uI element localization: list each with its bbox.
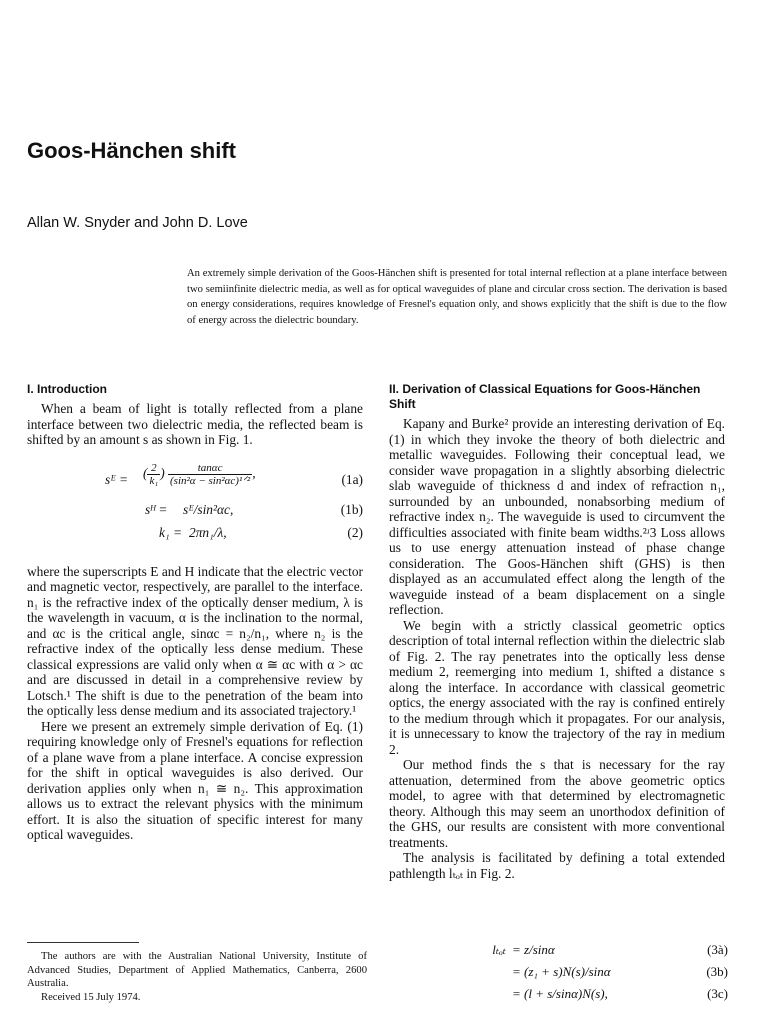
eq1a-denominator: (sin²α − sin²αc)¹ᐟ² xyxy=(170,474,251,487)
eq1a-coef-top: 2 xyxy=(147,462,160,475)
footnote-divider xyxy=(27,942,139,943)
footnote-affiliation: The authors are with the Australian National University, Institute of Advanced Studies, Department of Applied Mathematics, Canberra, 2600 Australia. xyxy=(27,951,367,989)
right-column xyxy=(389,382,725,881)
eq2-number: (2) xyxy=(347,524,363,540)
equation-1b xyxy=(27,502,363,524)
eq1b-number: (1b) xyxy=(340,501,363,517)
paragraph: The analysis is facilitated by defining a total extended pathlength lₜₒₜ in Fig. 2. xyxy=(389,850,725,881)
eq3a-lhs: lₜₒₜ xyxy=(492,942,506,957)
equation-3c xyxy=(470,986,728,1008)
equation-3a xyxy=(470,942,728,964)
eq3b-number: (3b) xyxy=(706,964,728,979)
equation-2 xyxy=(27,525,363,547)
paragraph: where the superscripts E and H indicate that the electric vector and magnetic vector, respectively, are parallel to the interface. n₁ is the refractive index of the optically denser medium, λ is the wavelength in vacuum, α is the inclination to the normal, and αc is the critical angle, sinαc = n₂/n₁, where n₂ is the refractive index of the optically less dense medium. These classical expressions are valid only when α ≅ αc with α > αc and are discussed in detail in a comprehensive review by Lotsch.¹ The shift is due to the penetration of the beam into the optically less dense medium and its associated trajectory.¹ xyxy=(27,563,363,718)
eq3a-rhs: = z/sinα xyxy=(512,942,555,957)
paragraph: Our method finds the s that is necessary for the ray attenuation, determined from the above geometric optics model, to agree with that determined by electromagnetic theory. Although this may seem an unorthodox definition of the GHS, our results are consistent with more conventional treatments. xyxy=(389,757,725,850)
eq2-lhs: k₁ = xyxy=(159,524,182,540)
paragraph: We begin with a strictly classical geometric optics description of total internal reflection within the dielectric slab of Fig. 2. The ray penetrates into the optically less dense medium 2, reemerging into medium 1, shifted a distance s along the interface. In accordance with classical geometric optics, the energy associated with the ray is confined entirely to the medium through which it propagates. For our analysis, it is unnecessary to know the trajectory of the ray in medium 2. xyxy=(389,617,725,757)
abstract: An extremely simple derivation of the Goos-Hänchen shift is presented for total internal reflection at a plane interface between two semiinfinite dielectric media, as well as for optical waveguides of plane and circular cross section. The derivation is based on energy considerations, requires knowledge of Fresnel's equation only, and shows explicitly that the shift is due to the flow of energy across the dielectric boundary. xyxy=(187,268,727,326)
author-line: Allan W. Snyder and John D. Love xyxy=(27,215,248,231)
paper-title: Goos-Hänchen shift xyxy=(27,138,237,163)
eq1a-number: (1a) xyxy=(341,471,363,487)
paragraph: Kapany and Burke² provide an interesting derivation of Eq. (1) in which they invoke the theory of both dielectric and metallic waveguides. Following their conceptual lead, we consider wave propagation in a slightly absorbing dielectric slab waveguide of thickness d and index of refraction n₁, surrounded by an unbounded, nonabsorbing medium of refractive index n₂. The waveguide is used to circumvent the difficulties associated with finite beam widths.²ʴ3 Loss allows us to use energy attenuation instead of phase change consideration. The Goos-Hänchen shift (GHS) is then displayed as an accumulated effect along the length of the waveguide instead of a beam displacement on a single reflection. xyxy=(389,416,725,617)
eq1a-numerator: tanαc xyxy=(168,462,252,475)
equation-3b xyxy=(470,964,728,986)
left-column xyxy=(27,382,363,843)
eq3a-number: (3à) xyxy=(707,942,728,957)
eq3c-number: (3c) xyxy=(707,986,728,1001)
section-heading-derivation: II. Derivation of Classical Equations for Goos-Hänchen Shift xyxy=(389,382,701,411)
equation-1a xyxy=(27,462,363,498)
paragraph: When a beam of light is totally reflected from a plane interface between two dielectric media, the reflected beam is shifted by an amount s as shown in Fig. 1. xyxy=(27,401,363,447)
equation-3-block xyxy=(470,942,728,1008)
footnote-received: Received 15 July 1974. xyxy=(41,991,141,1003)
eq1a-rhs: ( $\frac{2}{\text{k₁}}$ ) $\frac{\tan\alpha c}{\text{(sin²α − sin²αc)¹ᐟ²}}$ , xyxy=(143,461,256,487)
eq1a-coef-bot: k₁ xyxy=(149,474,159,487)
eq3c-rhs: = (l + s/sinα)N(s), xyxy=(512,986,608,1001)
eq2-rhs: 2πn₁/λ, xyxy=(189,524,227,540)
eq1b-rhs: sᴱ/sin²αc, xyxy=(183,501,234,517)
footnote xyxy=(27,950,367,1004)
paragraph: Here we present an extremely simple derivation of Eq. (1) requiring knowledge only of Fresnel's equations for reflection of a plane wave from a plane interface. A concise expression for the shift in optical waveguides is also derived. Our derivation applies only when n₁ ≅ n₂. This approximation allows us to extract the relevant physics with the minimum effort. It is also the situation of specific interest for many optical waveguides. xyxy=(27,718,363,842)
eq1a-lhs: sᴱ = xyxy=(105,471,129,487)
equation-block xyxy=(27,462,363,550)
section-heading-introduction: I. Introduction xyxy=(27,382,107,396)
eq1b-lhs: sᴴ = xyxy=(145,501,168,517)
eq3b-rhs: = (z₁ + s)N(s)/sinα xyxy=(512,964,611,979)
